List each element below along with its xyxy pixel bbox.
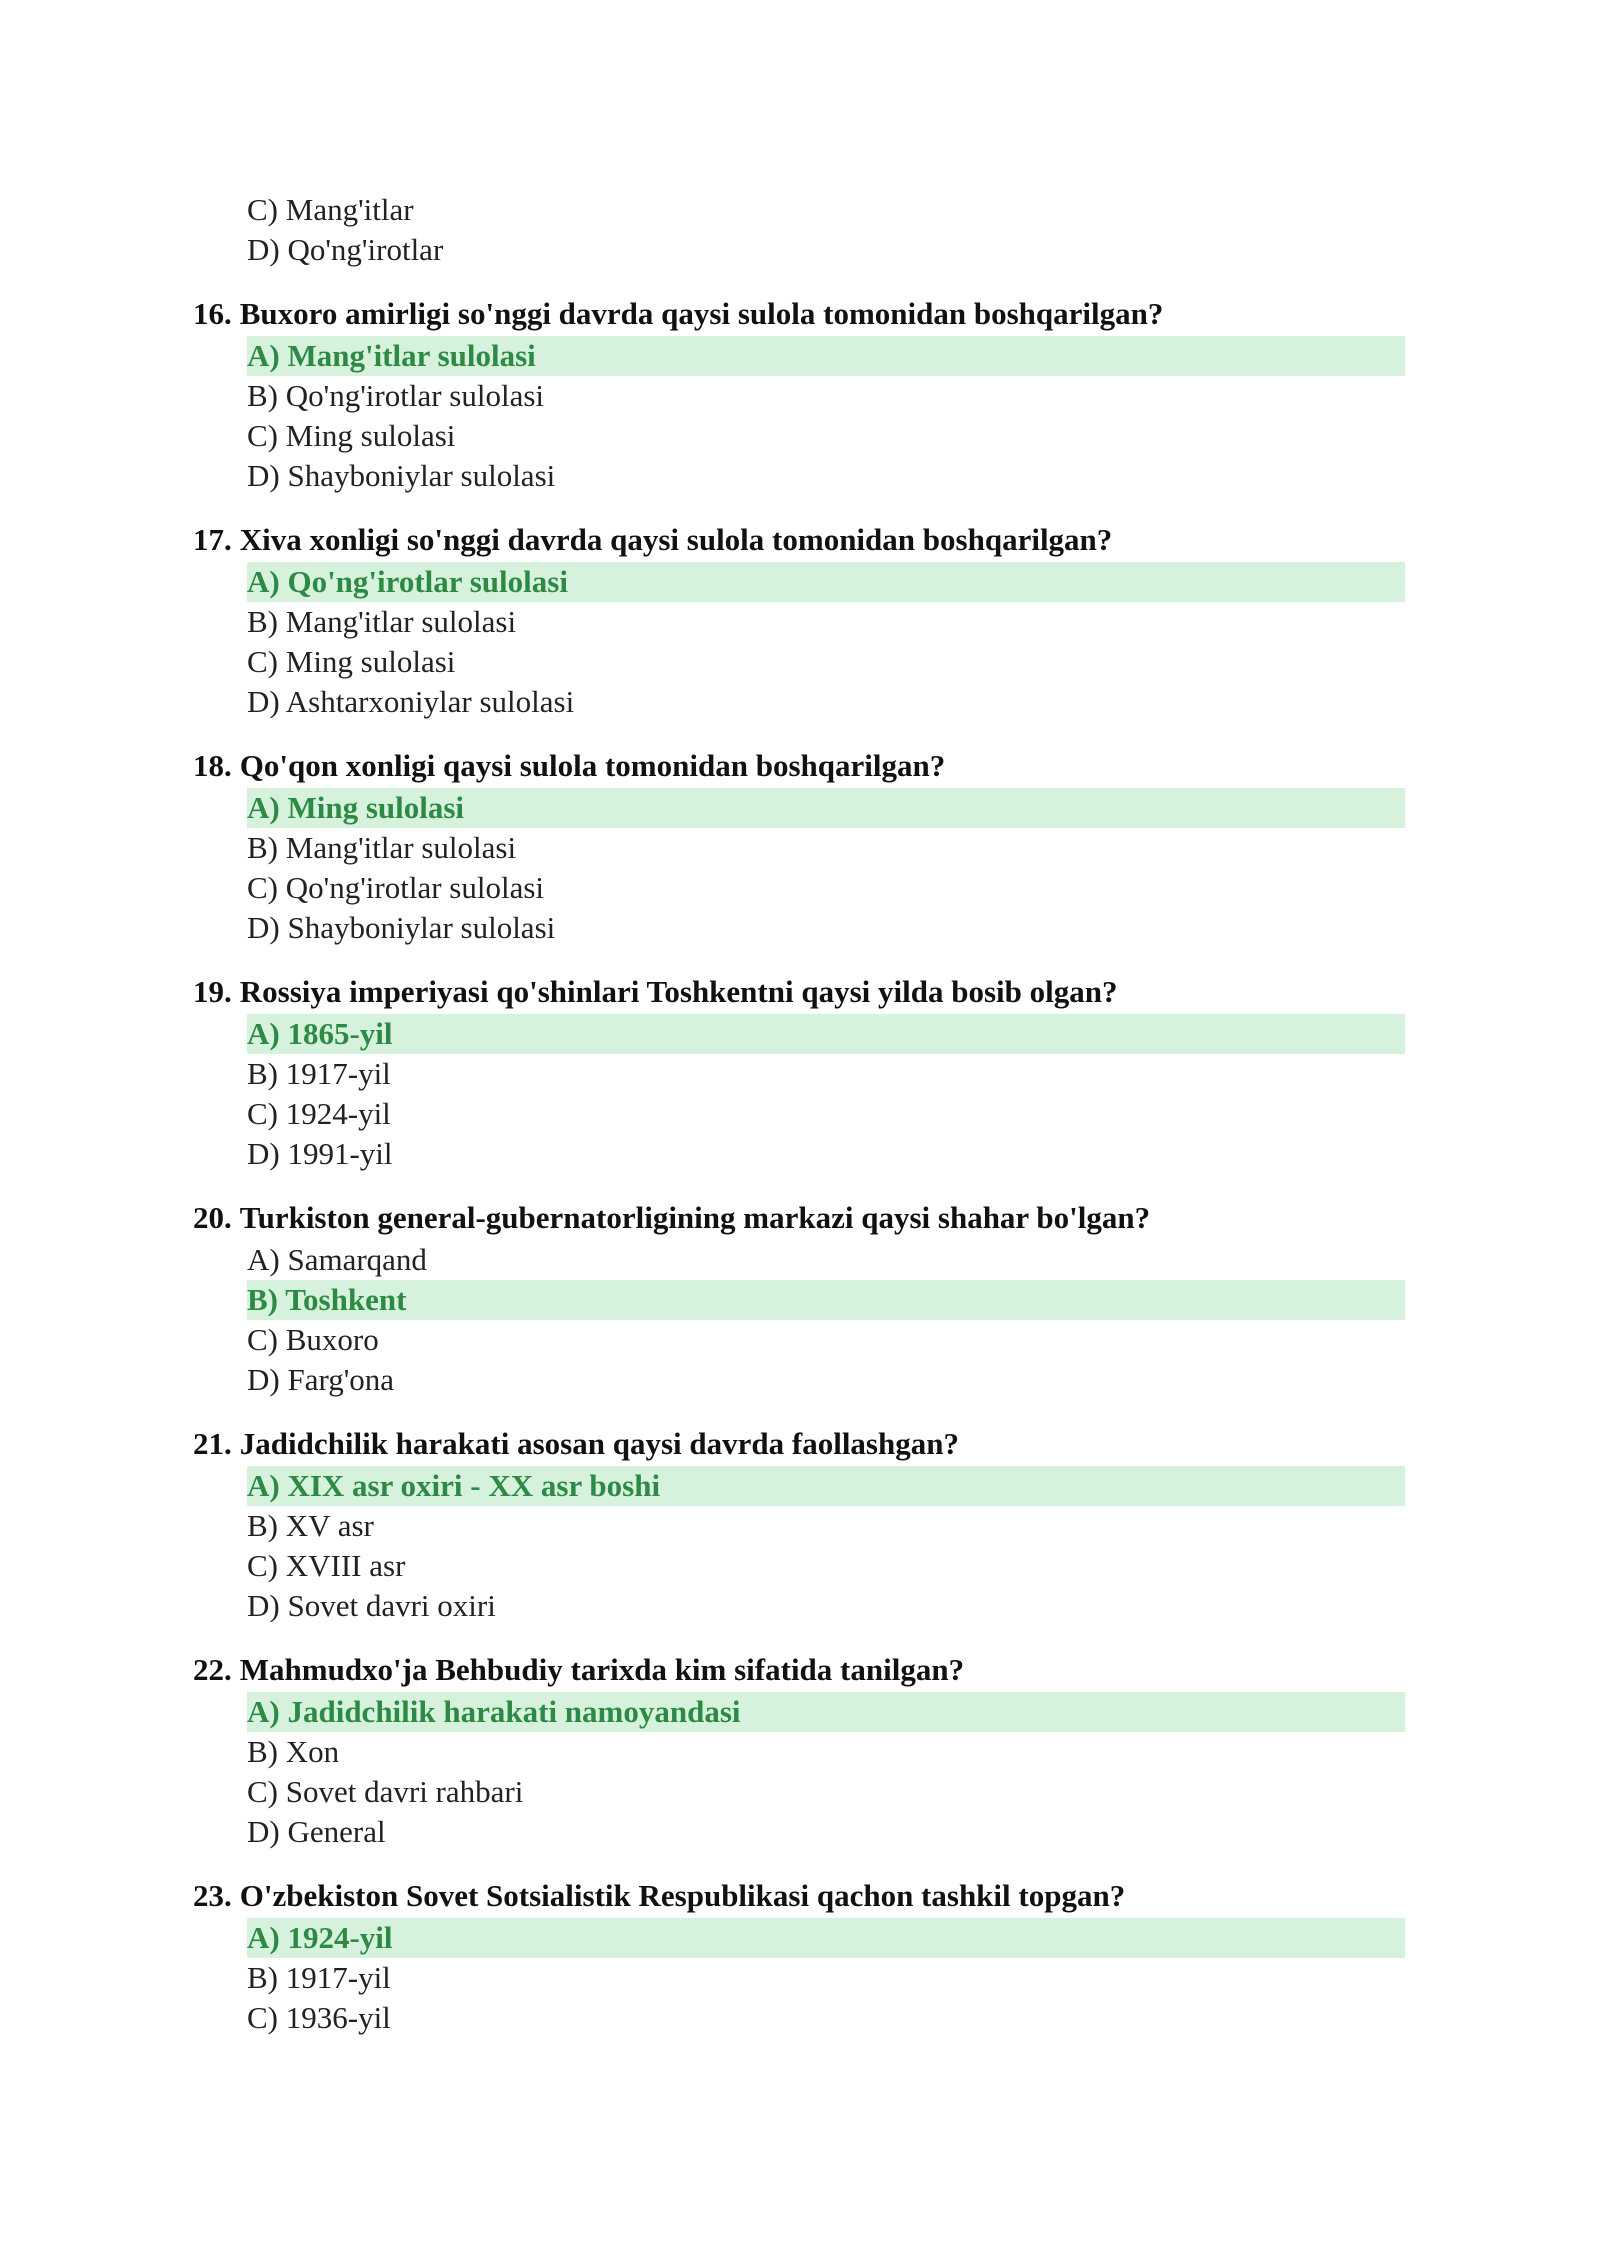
question-text — [193, 1196, 1403, 1240]
correct-answer-option: A) Ming sulolasi — [247, 788, 1405, 828]
answer-option: C) 1936-yil — [247, 2000, 391, 2035]
leading-options — [193, 190, 1403, 270]
question-label: Qo'qon xonligi qaysi sulola tomonidan boshqarilgan? — [239, 748, 946, 783]
question-label: O'zbekiston Sovet Sotsialistik Respublikasi qachon tashkil topgan? — [239, 1878, 1126, 1913]
answer-option: D) Sovet davri oxiri — [247, 1588, 496, 1623]
answer-option: C) XVIII asr — [247, 1548, 406, 1583]
question-label: Mahmudxo'ja Behbudiy tarixda kim sifatida tanilgan? — [239, 1652, 965, 1687]
answer-option: D) Qo'ng'irotlar — [247, 232, 444, 267]
answer-option: B) 1917-yil — [247, 1960, 391, 1995]
answer-option: D) General — [247, 1814, 386, 1849]
correct-answer-option: B) Toshkent — [247, 1280, 1405, 1320]
answer-option: C) Mang'itlar — [247, 192, 414, 227]
answer-option: D) Ashtarxoniylar sulolasi — [247, 684, 575, 719]
question-number: 22. — [193, 1652, 232, 1687]
answer-option: C) Buxoro — [247, 1322, 379, 1357]
answer-option: B) Qo'ng'irotlar sulolasi — [247, 378, 545, 413]
question-label: Xiva xonligi so'nggi davrda qaysi sulola tomonidan boshqarilgan? — [239, 522, 1113, 557]
quiz-content — [193, 190, 1403, 2038]
question-text — [193, 1422, 1403, 1466]
question-number: 18. — [193, 748, 232, 783]
answer-option: C) Ming sulolasi — [247, 418, 456, 453]
question-block — [193, 970, 1403, 1174]
correct-answer-option: A) Qo'ng'irotlar sulolasi — [247, 562, 1405, 602]
correct-answer-option: A) Jadidchilik harakati namoyandasi — [247, 1692, 1405, 1732]
question-number: 23. — [193, 1878, 232, 1913]
answer-option: B) Xon — [247, 1734, 340, 1769]
correct-answer-option: A) Mang'itlar sulolasi — [247, 336, 1405, 376]
question-text — [193, 292, 1403, 336]
question-text — [193, 970, 1403, 1014]
question-block — [193, 1874, 1403, 2038]
answer-option: B) Mang'itlar sulolasi — [247, 830, 517, 865]
question-label: Turkiston general-gubernatorligining markazi qaysi shahar bo'lgan? — [239, 1200, 1151, 1235]
correct-answer-option: A) 1865-yil — [247, 1014, 1405, 1054]
question-number: 19. — [193, 974, 232, 1009]
answer-option: B) XV asr — [247, 1508, 374, 1543]
question-block — [193, 1648, 1403, 1852]
question-text — [193, 1648, 1403, 1692]
question-label: Jadidchilik harakati asosan qaysi davrda faollashgan? — [239, 1426, 959, 1461]
correct-answer-option: A) 1924-yil — [247, 1918, 1405, 1958]
question-text — [193, 1874, 1403, 1918]
answer-option: C) Ming sulolasi — [247, 644, 456, 679]
question-block — [193, 1196, 1403, 1400]
answer-option: D) Farg'ona — [247, 1362, 395, 1397]
answer-option: D) 1991-yil — [247, 1136, 393, 1171]
answer-option: C) Qo'ng'irotlar sulolasi — [247, 870, 545, 905]
question-number: 21. — [193, 1426, 232, 1461]
question-block — [193, 292, 1403, 496]
answer-option: D) Shayboniylar sulolasi — [247, 910, 556, 945]
answer-option: C) 1924-yil — [247, 1096, 391, 1131]
question-number: 20. — [193, 1200, 232, 1235]
answer-option: C) Sovet davri rahbari — [247, 1774, 524, 1809]
correct-answer-option: A) XIX asr oxiri - XX asr boshi — [247, 1466, 1405, 1506]
answer-option: A) Samarqand — [247, 1242, 427, 1277]
answer-option: D) Shayboniylar sulolasi — [247, 458, 556, 493]
question-text — [193, 744, 1403, 788]
question-label: Rossiya imperiyasi qo'shinlari Toshkentni qaysi yilda bosib olgan? — [239, 974, 1118, 1009]
question-block — [193, 1422, 1403, 1626]
question-number: 16. — [193, 296, 232, 331]
question-label: Buxoro amirligi so'nggi davrda qaysi sulola tomonidan boshqarilgan? — [239, 296, 1164, 331]
answer-option: B) Mang'itlar sulolasi — [247, 604, 517, 639]
answer-option: B) 1917-yil — [247, 1056, 391, 1091]
question-block — [193, 518, 1403, 722]
question-block — [193, 744, 1403, 948]
question-number: 17. — [193, 522, 232, 557]
question-text — [193, 518, 1403, 562]
